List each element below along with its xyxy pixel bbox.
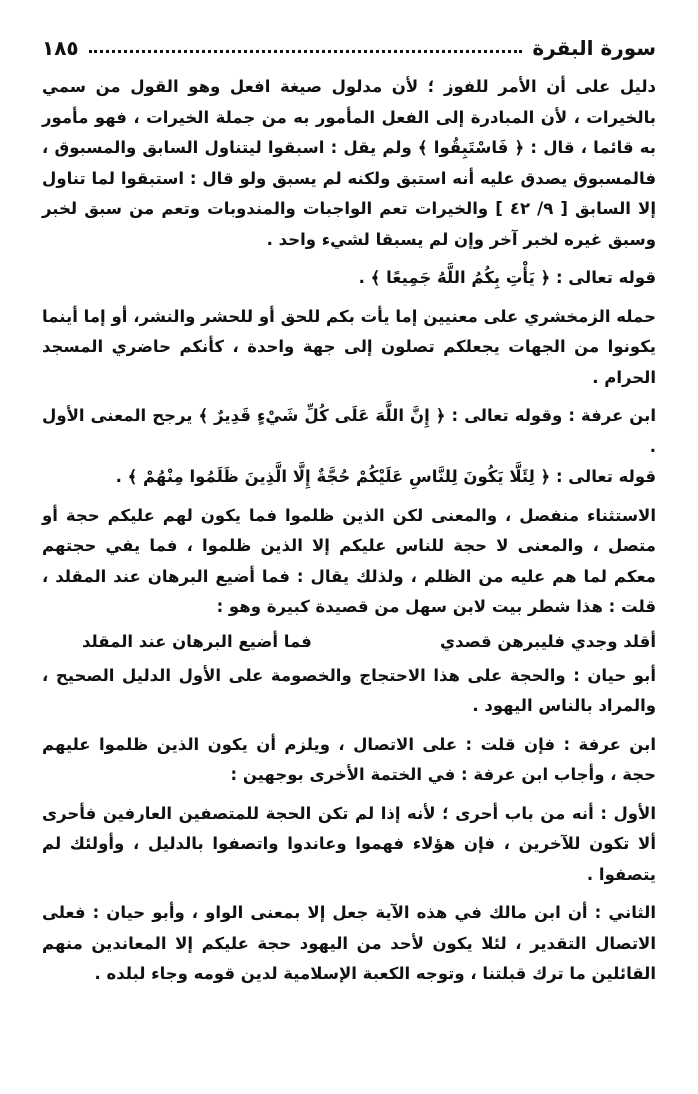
- paragraph-10: الثاني : أن ابن مالك في هذه الآية جعل إلا بمعنى الواو ، وأبو حيان : فعلى الاتصال التقدير ، لئلا يكون لأحد من اليهود حجة عليكم إلا المعاندين منهم القائلين ما ترك قبلتنا ، وتوجه الكعبة الإسلامية لدين قومه وجاء لبلده .: [42, 903, 656, 983]
- paragraph-9: الأول : أنه من باب أحرى ؛ لأنه إذا لم تكن الحجة للمتصفين العارفين فأحرى ألا تكون للآخرين ، فإن هؤلاء فهموا وعاندوا واتصفوا بالدليل ، وأولئك لم يتصفوا .: [42, 803, 656, 884]
- paragraph-7: أبو حيان : والحجة على هذا الاحتجاج والخصومة على الأول الدليل الصحيح ، والمراد بالناس اليهود .: [42, 665, 656, 715]
- page-header: [42, 28, 656, 68]
- surah-title: سورة البقرة: [532, 36, 656, 60]
- poem-hemistich-1: أقلد وجدي فليبرهن قصدي: [439, 631, 656, 651]
- header-dotted-rule: [89, 50, 523, 53]
- paragraph-2: قوله تعالى : ﴿ يَأْتِ بِكُمُ اللَّهُ جَمِيعًا ﴾ .: [358, 268, 656, 287]
- paragraph-6: الاستثناء منفصل ، والمعنى لكن الذين ظلموا فما يكون لهم عليكم حجة أو متصل ، والمعنى لا حجة للناس عليكم إلا الذين ظلموا ، فما يفي حجتهم معكم لما هم عليه من الظلم ، ولذلك يقال : فما أضيع البرهان عند المقلد ، قلت : هذا شطر بيت لابن سهل من قصيدة كبيرة وهو :: [42, 505, 656, 616]
- poem-verse: [42, 623, 656, 661]
- page-body: [42, 72, 656, 990]
- poem-hemistich-2: فما أضيع البرهان عند المقلد: [82, 631, 312, 651]
- paragraph-8: ابن عرفة : فإن قلت : على الاتصال ، ويلزم أن يكون الذين ظلموا عليهم حجة ، وأجاب ابن عرفة : في الختمة الأخرى بوجهين :: [42, 734, 656, 784]
- paragraph-3: حمله الزمخشري على معنيين إما يأت بكم للحق أو للحشر والنشر، أو إما أينما يكونوا من الجهات يجعلكم تصلون إلى جهة واحدة ، كأنكم حاضري المسجد الحرام .: [42, 306, 656, 387]
- page-number: ١٨٥: [42, 36, 79, 60]
- paragraph-5: قوله تعالى : ﴿ لِئَلَّا يَكُونَ لِلنَّاسِ عَلَيْكُمْ حُجَّةٌ إِلَّا الَّذِينَ ظَلَمُوا مِنْهُمْ ﴾ .: [115, 467, 656, 486]
- paragraph-4: ابن عرفة : وقوله تعالى : ﴿ إِنَّ اللَّهَ عَلَى كُلِّ شَيْءٍ قَدِيرٌ ﴾ يرجح المعنى الأول .: [42, 406, 656, 456]
- paragraph-1: دليل على أن الأمر للفوز ؛ لأن مدلول صيغة افعل وهو القول من سمي بالخيرات ، لأن المبادرة إلى الفعل المأمور به من جملة الخيرات ، فهو مأمور به قائما ، قال : ﴿ فَاسْتَبِقُوا ﴾ ولم يقل : اسبقوا ليتناول السابق والمسبوق ، فالمسبوق يصدق عليه أنه استبق ولكنه لم يسبق ولو قال : استبقوا لما تناول إلا السابق [ ٩/ ٤٢ ] والخيرات تعم الواجبات والمندوبات وتعم من سبق لخبر وسبق غيره لخبر آخر وإن لم يسبقا لشيء واحد .: [42, 77, 657, 249]
